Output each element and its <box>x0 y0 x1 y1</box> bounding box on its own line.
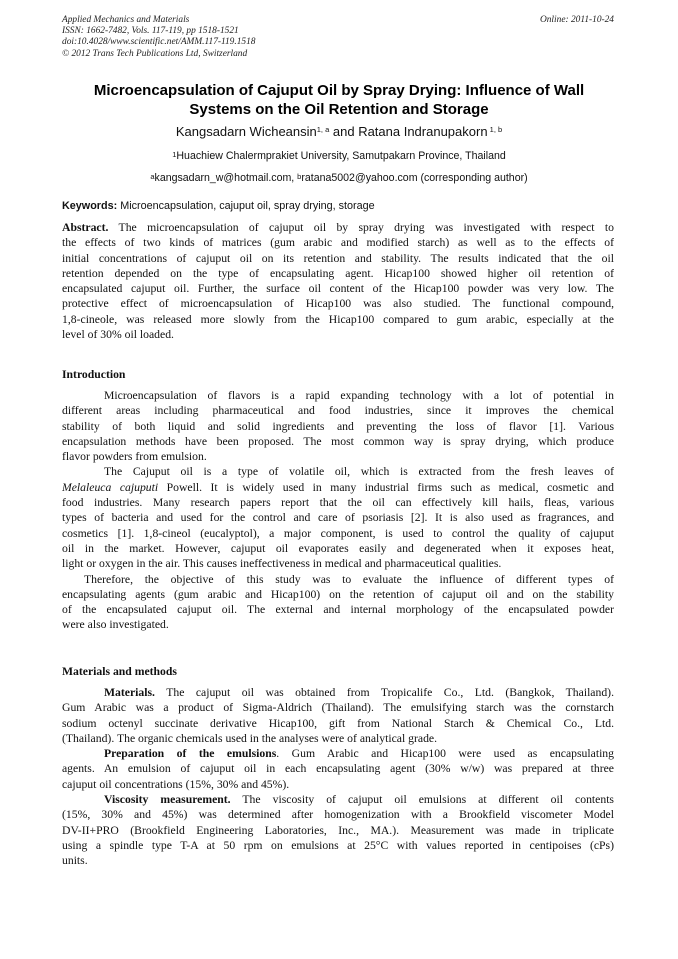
intro-text: Powell. It is widely used in many industrial firms such as medical, cosmetic and <box>158 480 614 494</box>
intro-line: food industries. Many research papers report that the oil can effectively kill hails, fleas, various <box>62 496 614 510</box>
intro-line: types of bacteria and used for the control and care of psoriasis [2]. It is also used as fragrances, and <box>62 511 614 525</box>
author-1: Kangsadarn Wicheansin <box>175 124 317 139</box>
methods-line: DV-II+PRO (Brookfield Engineering Laboratories, Inc., MA.). Measurement was made in triplicate <box>62 823 614 837</box>
abstract-line: encapsulated cajuput oil. Further, the surface oil content of the Hicap100 powder was very low. The <box>62 282 614 296</box>
intro-line: of the encapsulated cajuput oil. The external and internal morphology of the encapsulated powder <box>62 603 614 617</box>
affiliation-number: 1 <box>172 150 177 159</box>
intro-line: The Cajuput oil is a type of volatile oil, which is extracted from the fresh leaves of <box>104 465 614 479</box>
email-a-mark: a <box>150 172 155 181</box>
abstract-line: the effects of two kinds of matrices (gum arabic and modified starch) as well as to the effects of <box>62 236 614 250</box>
methods-body <box>62 685 614 869</box>
methods-text: . Gum Arabic and Hicap100 were used as encapsulating <box>276 747 614 761</box>
doi-line: doi:10.4028/www.scientific.net/AMM.117-119.1518 <box>62 37 256 48</box>
abstract <box>62 220 614 342</box>
author-2: Ratana Indranupakorn <box>358 124 488 139</box>
methods-text: The viscosity of cajuput oil emulsions at different oil contents <box>230 793 614 807</box>
author-list <box>62 124 616 140</box>
intro-line: different areas including pharmaceutical and food industries, since it improves the chemical <box>62 404 614 418</box>
keywords <box>62 200 616 213</box>
author-2-affil: 1, b <box>487 125 503 134</box>
intro-line: flavor powders from emulsion. <box>62 450 207 464</box>
issn-line: ISSN: 1662-7482, Vols. 117-119, pp 1518-1521 <box>62 26 239 37</box>
abstract-line: 1,8-cineole, was released more slowly from the Hicap100 compared to gum arabic, especially at the <box>62 312 614 326</box>
abstract-label: Abstract. <box>62 221 109 234</box>
intro-line <box>62 480 614 495</box>
abstract-text: The microencapsulation of cajuput oil by spray drying was investigated with respect to <box>108 221 614 234</box>
methods-line: units. <box>62 854 88 868</box>
journal-name: Applied Mechanics and Materials <box>62 15 190 25</box>
methods-line: cajuput oil concentrations (15%, 30% and 45%). <box>62 777 290 791</box>
methods-line <box>62 792 614 807</box>
intro-line: Microencapsulation of flavors is a rapid expanding technology with a lot of potential in <box>104 389 614 402</box>
intro-line: Therefore, the objective of this study was to evaluate the influence of different types of <box>84 572 614 586</box>
methods-line: agents. An emulsion of cajuput oil in each encapsulating agent (30% w/w) was prepared at three <box>62 762 614 776</box>
intro-line: were also investigated. <box>62 618 169 632</box>
copyright-line: © 2012 Trans Tech Publications Ltd, Switzerland <box>62 48 248 59</box>
intro-line: oil in the market. However, cajuput oil evaporates easily and degenerated when it exposes heat, <box>62 541 614 555</box>
viscosity-label: Viscosity measurement. <box>104 793 231 807</box>
author-conjunction: and <box>329 124 359 139</box>
intro-line: encapsulating agents (gum arabic and Hicap100) on the retention of cajuput oil and on the stability <box>62 587 614 601</box>
methods-line <box>62 746 614 761</box>
email-a: kangsadarn_w@hotmail.com, <box>154 172 298 184</box>
methods-line: using a spindle type T-A at 50 rpm on emulsions at 25°C with values reported in centipoises (cPs) <box>62 838 614 852</box>
journal-header <box>62 15 255 60</box>
methods-line <box>62 685 614 700</box>
methods-heading: Materials and methods <box>62 665 177 678</box>
introduction-body <box>62 388 614 633</box>
methods-text: The cajuput oil was obtained from Tropicalife Co., Ltd. (Bangkok, Thailand). <box>154 686 614 699</box>
materials-label: Materials. <box>104 686 155 699</box>
methods-line: (Thailand). The organic chemicals used in the analyses were of analytical grade. <box>62 731 438 745</box>
affiliation-text: Huachiew Chalermprakiet University, Samutpakarn Province, Thailand <box>176 150 506 162</box>
abstract-line: protective effect of microencapsulation of Hicap100 was also studied. The functional compound, <box>62 297 614 311</box>
abstract-line <box>62 220 614 235</box>
species-name: Melaleuca cajuputi <box>62 480 159 494</box>
keywords-label: Keywords: <box>62 200 118 212</box>
abstract-line: retention depended on the type of encapsulating agent. Hicap100 showed higher oil retention of <box>62 266 614 280</box>
online-date: Online: 2011-10-24 <box>539 15 614 25</box>
introduction-heading: Introduction <box>62 368 126 381</box>
email-b: ratana5002@yahoo.com (corresponding author) <box>301 172 528 184</box>
abstract-line: initial concentrations of cajuput oil on its retention and stability. The results indicated that the oil <box>62 251 614 265</box>
methods-line: sodium octenyl succinate derivative Hicap100, gift from National Starch & Chemical Co., Ltd. <box>62 716 614 730</box>
abstract-line: level of 30% oil loaded. <box>62 328 174 342</box>
author-1-affil: 1, a <box>316 125 330 134</box>
intro-line: cosmetics [1]. 1,8-cineol (eucalyptol), a major component, is used to control the quality of cajuput <box>62 526 614 540</box>
intro-line: light or oxygen in the air. This causes ineffectiveness in medical and pharmaceutical qualities. <box>62 557 502 571</box>
intro-line: encapsulation methods have been proposed. The most common way is spray drying, which produce <box>62 434 614 448</box>
prep-label: Preparation of the emulsions <box>104 747 277 761</box>
author-emails <box>62 172 616 185</box>
affiliation <box>62 150 616 163</box>
methods-line: (15%, 30% and 45%) was determined after homogenization with a Brookfield viscometer Model <box>62 808 614 822</box>
methods-line: Gum Arabic was a product of Sigma-Aldrich (Thailand). The emulsifying starch was the cornstarch <box>62 701 614 715</box>
title-line-1: Microencapsulation of Cajuput Oil by Spray Drying: Influence of Wall <box>93 82 585 99</box>
intro-line: stability of both liquid and solid ingredients and preventing the loss of flavor [1]. Various <box>62 419 614 433</box>
title-line-2: Systems on the Oil Retention and Storage <box>189 100 489 118</box>
paper-title <box>62 82 616 119</box>
email-b-mark: b <box>297 172 302 181</box>
keywords-text: Microencapsulation, cajuput oil, spray drying, storage <box>117 200 375 212</box>
